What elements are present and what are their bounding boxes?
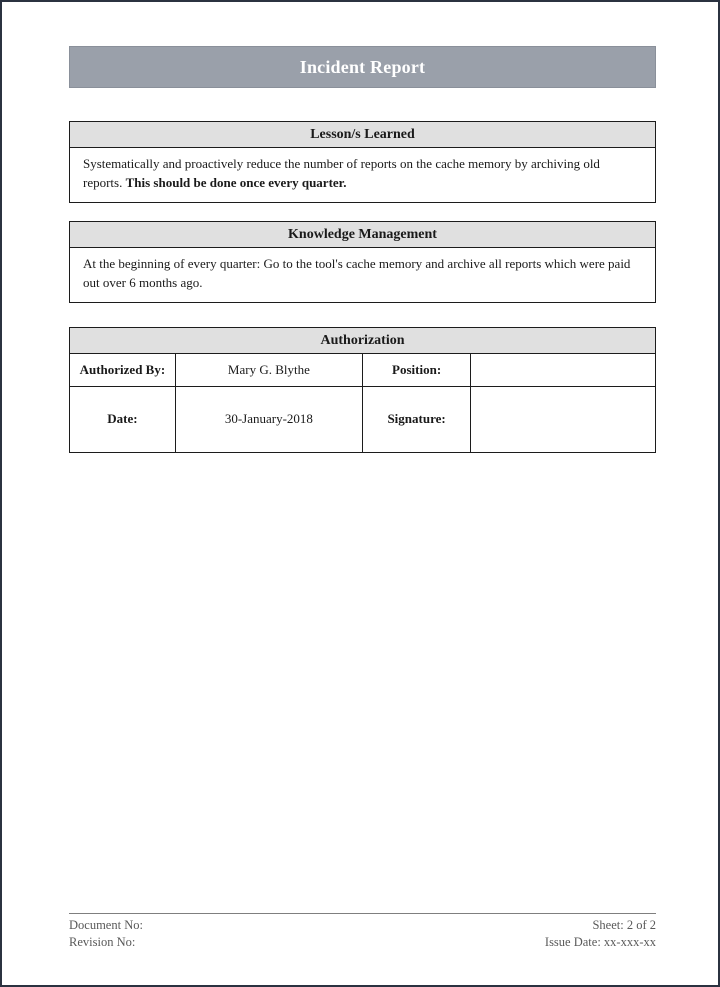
authorized-by-label: Authorized By: [70,354,175,386]
sheet-label: Sheet: 2 of 2 [592,918,656,932]
page-footer [69,913,656,951]
lesson-learned-body [70,148,655,202]
authorization-table [70,354,655,452]
footer-left [69,917,143,951]
signature-value [471,386,655,452]
signature-label: Signature: [362,386,470,452]
date-value: 30-January-2018 [175,386,362,452]
document-no-label: Document No: [69,918,143,932]
section-authorization [69,327,656,453]
authorized-by-value: Mary G. Blythe [175,354,362,386]
section-knowledge-management [69,221,656,303]
table-row [70,354,655,386]
lesson-learned-text-bold: This should be done once every quarter. [125,174,347,190]
date-label: Date: [70,386,175,452]
position-label: Position: [362,354,470,386]
authorization-heading: Authorization [70,328,655,354]
section-lesson-learned [69,121,656,203]
knowledge-management-heading: Knowledge Management [70,222,655,248]
issue-date-label: Issue Date: xx-xxx-xx [544,934,656,949]
revision-no-label: Revision No: [69,934,136,949]
table-row [70,386,655,452]
position-value [471,354,655,386]
lesson-learned-text: Systematically and proactively reduce the number of reports on the cache memory by archiving old reports. [83,156,600,190]
knowledge-management-text: At the beginning of every quarter: Go to the tool's cache memory and archive all reports which were paid out over 6 months ago. [83,256,631,290]
document-title-banner [69,46,656,88]
footer-right [545,917,656,951]
lesson-learned-heading: Lesson/s Learned [70,122,655,148]
knowledge-management-body [70,248,655,302]
document-title: Incident Report [299,56,426,77]
